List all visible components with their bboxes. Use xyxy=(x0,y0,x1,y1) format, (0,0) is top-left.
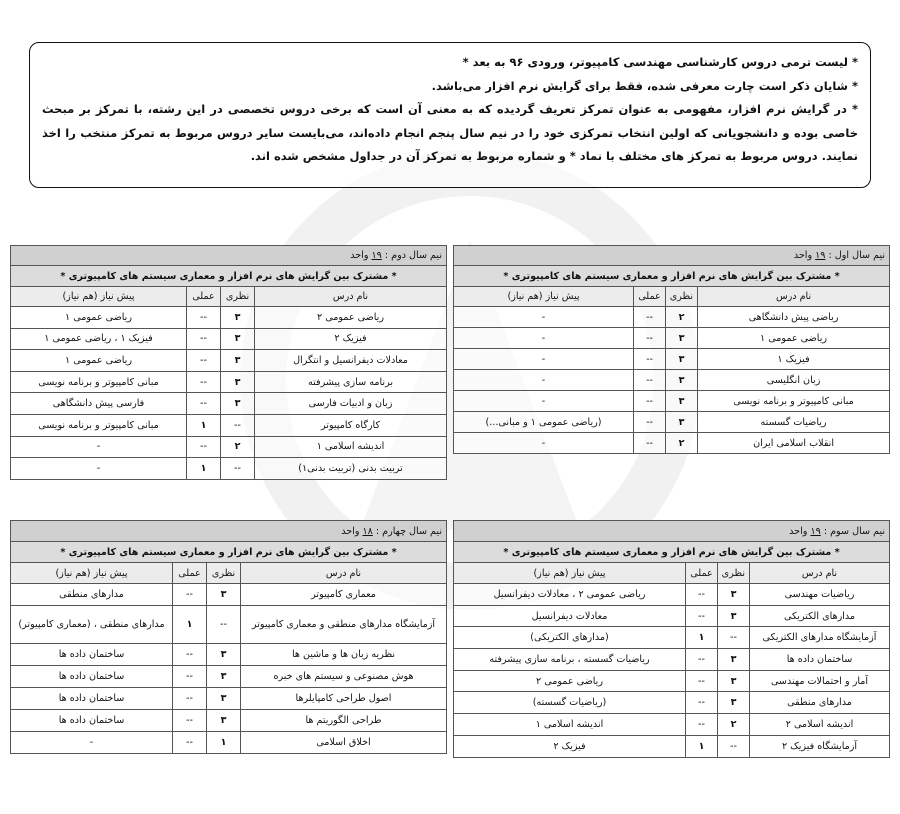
table-row xyxy=(454,692,890,714)
practical-units: -- xyxy=(173,688,207,710)
prerequisite: مبانی کامپیوتر و برنامه نویسی xyxy=(11,371,187,393)
term-title: نیم سال اول : ۱۹ واحد xyxy=(454,246,890,266)
theory-units: ۳ xyxy=(221,307,255,329)
course-name: آزمایشگاه مدارهای منطقی و معماری کامپیوتر xyxy=(241,606,447,644)
course-name: آزمایشگاه فیزیک ۲ xyxy=(750,735,890,757)
course-name: ریاضیات گسسته xyxy=(698,412,890,433)
prerequisite: فیزیک ۲ xyxy=(454,735,686,757)
prerequisite: ریاضی عمومی ۱ xyxy=(11,307,187,329)
practical-units: -- xyxy=(173,732,207,754)
term-4-table xyxy=(10,520,447,754)
col-prereq: پیش نیاز (هم نیاز) xyxy=(11,287,187,307)
course-name: نظریه زبان ها و ماشین ها xyxy=(241,644,447,666)
prerequisite: - xyxy=(11,458,187,480)
theory-units: ۳ xyxy=(221,371,255,393)
practical-units: -- xyxy=(634,349,666,370)
table-row xyxy=(11,584,447,606)
theory-units: ۲ xyxy=(221,436,255,458)
term-title: نیم سال سوم : ۱۹ واحد xyxy=(454,521,890,542)
practical-units: -- xyxy=(187,307,221,329)
prerequisite: معادلات دیفرانسیل xyxy=(454,605,686,627)
course-name: اخلاق اسلامی xyxy=(241,732,447,754)
prerequisite: مبانی کامپیوتر و برنامه نویسی xyxy=(11,414,187,436)
course-name: اصول طراحی کامپایلرها xyxy=(241,688,447,710)
practical-units: ۱ xyxy=(187,458,221,480)
theory-units: ۳ xyxy=(666,412,698,433)
col-practical: عملی xyxy=(634,287,666,307)
course-name: اندیشه اسلامی ۱ xyxy=(255,436,447,458)
table-row xyxy=(11,350,447,372)
prerequisite: (ریاضی عمومی ۱ و مبانی...) xyxy=(454,412,634,433)
table-row xyxy=(11,393,447,415)
term-subheader: * مشترک بین گرایش های نرم افزار و معماری سیستم های کامپیوتری * xyxy=(454,542,890,563)
prerequisite: - xyxy=(11,436,187,458)
course-name: زبان انگلیسی xyxy=(698,370,890,391)
practical-units: -- xyxy=(686,649,718,671)
practical-units: -- xyxy=(634,370,666,391)
practical-units: -- xyxy=(634,433,666,454)
col-theory: نظری xyxy=(666,287,698,307)
table-row xyxy=(11,644,447,666)
theory-units: ۳ xyxy=(207,666,241,688)
table-row xyxy=(11,414,447,436)
prerequisite: فیزیک ۱ ، ریاضی عمومی ۱ xyxy=(11,328,187,350)
course-name: ساختمان داده ها xyxy=(750,649,890,671)
course-name: کارگاه کامپیوتر xyxy=(255,414,447,436)
practical-units: -- xyxy=(686,670,718,692)
practical-units: ۱ xyxy=(173,606,207,644)
prerequisite: ساختمان داده ها xyxy=(11,644,173,666)
col-theory: نظری xyxy=(718,563,750,584)
practical-units: -- xyxy=(173,710,207,732)
col-theory: نظری xyxy=(221,287,255,307)
course-name: مبانی کامپیوتر و برنامه نویسی xyxy=(698,391,890,412)
theory-units: ۳ xyxy=(718,692,750,714)
practical-units: -- xyxy=(686,605,718,627)
col-prereq: پیش نیاز (هم نیاز) xyxy=(11,563,173,584)
theory-units: ۳ xyxy=(666,349,698,370)
course-name: طراحی الگوریتم ها xyxy=(241,710,447,732)
practical-units: -- xyxy=(173,584,207,606)
col-practical: عملی xyxy=(686,563,718,584)
practical-units: -- xyxy=(634,412,666,433)
prerequisite: فارسی پیش دانشگاهی xyxy=(11,393,187,415)
course-name: انقلاب اسلامی ایران xyxy=(698,433,890,454)
course-name: مدارهای منطقی xyxy=(750,692,890,714)
theory-units: ۳ xyxy=(666,370,698,391)
theory-units: ۳ xyxy=(718,649,750,671)
term-3-table xyxy=(453,520,890,758)
note-line-1: * لیست ترمی دروس کارشناسی مهندسی کامپیوتر، ورودی ۹۶ به بعد * xyxy=(462,55,858,69)
theory-units: ۳ xyxy=(718,584,750,606)
theory-units: ۳ xyxy=(666,391,698,412)
note-line-2: * شایان ذکر است چارت معرفی شده، فقط برای گرایش نرم افزار می‌باشد. xyxy=(431,78,858,93)
theory-units: ۲ xyxy=(718,714,750,736)
theory-units: ۲ xyxy=(666,433,698,454)
table-row xyxy=(454,391,890,412)
notes-box xyxy=(29,42,871,188)
term-subheader: * مشترک بین گرایش های نرم افزار و معماری سیستم های کامپیوتری * xyxy=(11,266,447,287)
prerequisite: - xyxy=(454,307,634,328)
practical-units: -- xyxy=(686,714,718,736)
course-name: معادلات دیفرانسیل و انتگرال xyxy=(255,350,447,372)
col-theory: نظری xyxy=(207,563,241,584)
theory-units: ۳ xyxy=(718,670,750,692)
theory-units: ۳ xyxy=(207,688,241,710)
term-1-table xyxy=(453,245,890,454)
note-line-3: * در گرایش نرم افزار، مفهومی به عنوان تمرکز تعریف گردیده که به معنی آن است که برخی دروس تخصصی در این رشته، با تمرکز بر مبحث خاصی بوده و دانشجویانی که اولین انتخاب تمرکزی خود را در نیم سال پنجم انجام داده‌اند، می‌بایست سایر دروس مربوط به تمرکز منتخب را اخذ نمایند. دروس مربوط به تمرکز های مختلف با نماد * و شماره مربوط به تمرکز آن در جداول مشخص شده اند. xyxy=(42,102,858,163)
practical-units: -- xyxy=(187,350,221,372)
table-row xyxy=(454,412,890,433)
col-name: نام درس xyxy=(698,287,890,307)
course-name: اندیشه اسلامی ۲ xyxy=(750,714,890,736)
practical-units: -- xyxy=(173,644,207,666)
prerequisite: (مدارهای الکتریکی) xyxy=(454,627,686,649)
prerequisite: - xyxy=(454,391,634,412)
theory-units: -- xyxy=(718,735,750,757)
col-name: نام درس xyxy=(255,287,447,307)
practical-units: -- xyxy=(686,584,718,606)
theory-units: ۳ xyxy=(207,644,241,666)
theory-units: ۳ xyxy=(221,350,255,372)
prerequisite: ساختمان داده ها xyxy=(11,688,173,710)
prerequisite: ریاضی عمومی ۲ xyxy=(454,670,686,692)
practical-units: -- xyxy=(173,666,207,688)
theory-units: -- xyxy=(221,414,255,436)
col-practical: عملی xyxy=(187,287,221,307)
practical-units: -- xyxy=(634,307,666,328)
table-row xyxy=(454,714,890,736)
table-row xyxy=(454,349,890,370)
practical-units: ۱ xyxy=(187,414,221,436)
table-row xyxy=(11,371,447,393)
table-row xyxy=(11,436,447,458)
course-name: برنامه سازی پیشرفته xyxy=(255,371,447,393)
table-row xyxy=(454,735,890,757)
course-name: معماری کامپیوتر xyxy=(241,584,447,606)
term-2-table xyxy=(10,245,447,480)
table-row xyxy=(11,688,447,710)
table-row xyxy=(454,433,890,454)
prerequisite: ریاضی عمومی ۱ xyxy=(11,350,187,372)
prerequisite: - xyxy=(454,370,634,391)
table-row xyxy=(11,307,447,329)
col-prereq: پیش نیاز (هم نیاز) xyxy=(454,563,686,584)
theory-units: -- xyxy=(718,627,750,649)
theory-units: -- xyxy=(207,606,241,644)
table-row xyxy=(454,627,890,649)
theory-units: ۳ xyxy=(666,328,698,349)
prerequisite: ساختمان داده ها xyxy=(11,666,173,688)
course-name: زبان و ادبیات فارسی xyxy=(255,393,447,415)
table-row xyxy=(11,458,447,480)
theory-units: ۳ xyxy=(207,710,241,732)
practical-units: -- xyxy=(187,436,221,458)
practical-units: -- xyxy=(634,328,666,349)
prerequisite: - xyxy=(11,732,173,754)
table-row xyxy=(11,710,447,732)
theory-units: -- xyxy=(221,458,255,480)
practical-units: -- xyxy=(686,692,718,714)
practical-units: -- xyxy=(187,328,221,350)
table-row xyxy=(11,666,447,688)
course-name: ریاضی عمومی ۱ xyxy=(698,328,890,349)
table-row xyxy=(454,649,890,671)
prerequisite: مدارهای منطقی xyxy=(11,584,173,606)
theory-units: ۳ xyxy=(221,393,255,415)
term-subheader: * مشترک بین گرایش های نرم افزار و معماری سیستم های کامپیوتری * xyxy=(11,542,447,563)
table-row xyxy=(454,670,890,692)
theory-units: ۱ xyxy=(207,732,241,754)
prerequisite: ساختمان داده ها xyxy=(11,710,173,732)
prerequisite: (ریاضیات گسسته) xyxy=(454,692,686,714)
term-title: نیم سال چهارم : ۱۸ واحد xyxy=(11,521,447,542)
table-row xyxy=(11,732,447,754)
theory-units: ۳ xyxy=(718,605,750,627)
table-row xyxy=(11,328,447,350)
table-row xyxy=(454,328,890,349)
table-row xyxy=(454,605,890,627)
col-name: نام درس xyxy=(241,563,447,584)
prerequisite: - xyxy=(454,433,634,454)
course-name: ریاضی پیش دانشگاهی xyxy=(698,307,890,328)
prerequisite: مدارهای منطقی ، (معماری کامپیوتر) xyxy=(11,606,173,644)
prerequisite: اندیشه اسلامی ۱ xyxy=(454,714,686,736)
course-name: ریاضیات مهندسی xyxy=(750,584,890,606)
practical-units: ۱ xyxy=(686,627,718,649)
course-name: فیزیک ۲ xyxy=(255,328,447,350)
practical-units: -- xyxy=(634,391,666,412)
practical-units: -- xyxy=(187,393,221,415)
table-row xyxy=(454,584,890,606)
practical-units: ۱ xyxy=(686,735,718,757)
table-row xyxy=(454,370,890,391)
term-title: نیم سال دوم : ۱۹ واحد xyxy=(11,246,447,266)
prerequisite: ریاضیات گسسته ، برنامه سازی پیشرفته xyxy=(454,649,686,671)
course-name: آمار و احتمالات مهندسی xyxy=(750,670,890,692)
table-row xyxy=(454,307,890,328)
theory-units: ۲ xyxy=(666,307,698,328)
theory-units: ۳ xyxy=(207,584,241,606)
col-name: نام درس xyxy=(750,563,890,584)
course-name: ریاضی عمومی ۲ xyxy=(255,307,447,329)
table-row xyxy=(11,606,447,644)
course-name: هوش مصنوعی و سیستم های خبره xyxy=(241,666,447,688)
term-subheader: * مشترک بین گرایش های نرم افزار و معماری سیستم های کامپیوتری * xyxy=(454,266,890,287)
prerequisite: - xyxy=(454,349,634,370)
col-practical: عملی xyxy=(173,563,207,584)
course-name: تربیت بدنی (تربیت بدنی۱) xyxy=(255,458,447,480)
course-name: مدارهای الکتریکی xyxy=(750,605,890,627)
prerequisite: ریاضی عمومی ۲ ، معادلات دیفرانسیل xyxy=(454,584,686,606)
theory-units: ۳ xyxy=(221,328,255,350)
prerequisite: - xyxy=(454,328,634,349)
col-prereq: پیش نیاز (هم نیاز) xyxy=(454,287,634,307)
practical-units: -- xyxy=(187,371,221,393)
course-name: آزمایشگاه مدارهای الکتریکی xyxy=(750,627,890,649)
course-name: فیزیک ۱ xyxy=(698,349,890,370)
